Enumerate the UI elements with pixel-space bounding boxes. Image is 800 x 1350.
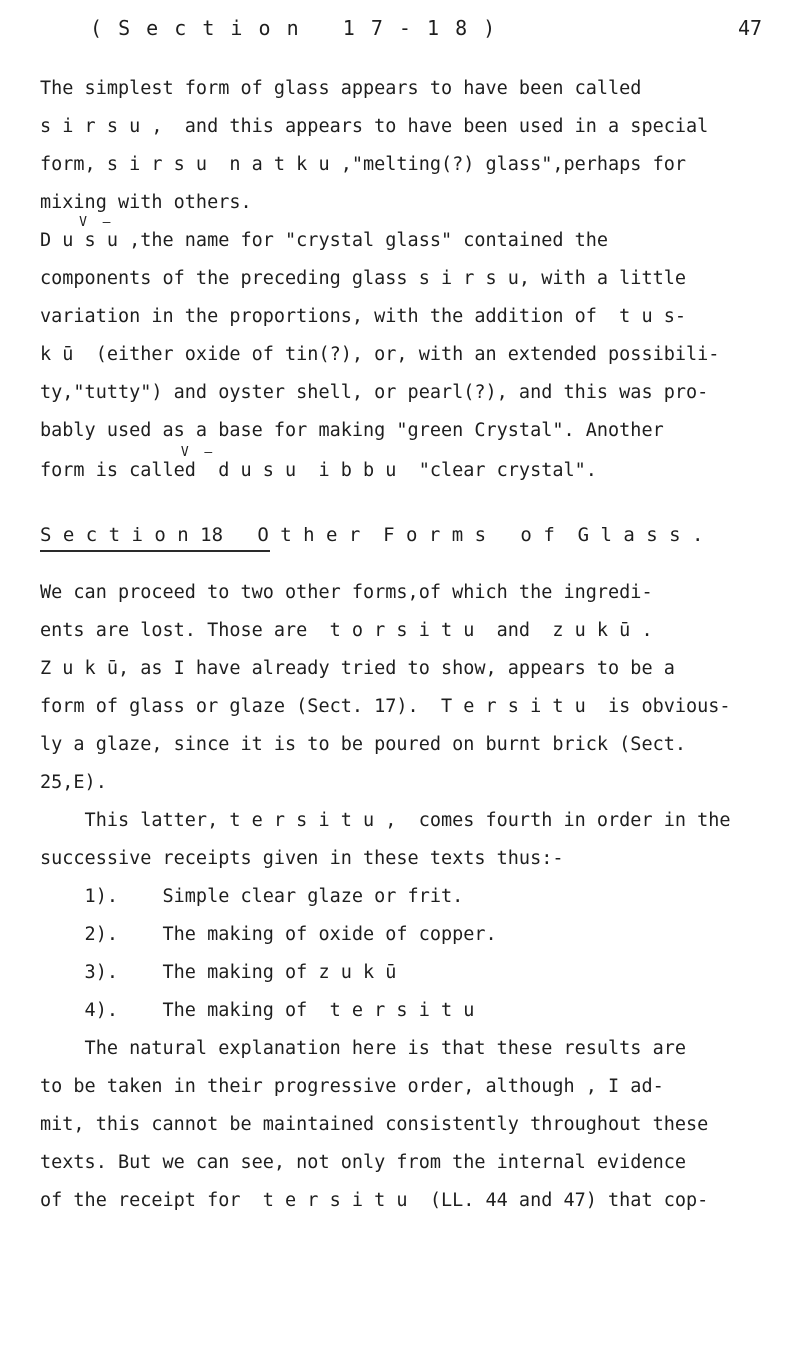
text-line: s i r s u , and this appears to have been used in a special (40, 116, 709, 137)
text-line: mixing with others. (40, 192, 252, 213)
text-line: mit, this cannot be maintained consistently throughout these (40, 1114, 709, 1135)
list-item: 3). The making of z u k ū (40, 962, 397, 983)
text-line: of the receipt for t e r s i t u (LL. 44 and 47) that cop- (40, 1190, 709, 1211)
page-number: 47 (738, 16, 763, 40)
diacritic-line: V — (40, 215, 111, 230)
text-line: The simplest form of glass appears to have been called (40, 78, 642, 99)
text-line: bably used as a base for making "green Crystal". Another (40, 420, 664, 441)
text-line: form is called d u s u i b b u "clear crystal". (40, 460, 597, 481)
text-line: texts. But we can see, not only from the internal evidence (40, 1152, 687, 1173)
section-heading: S e c t i o n 18 O t h e r F o r m s o f G l a s s . (40, 524, 704, 546)
text-line: form of glass or glaze (Sect. 17). T e r s i t u is obvious- (40, 696, 731, 717)
text-line: Z u k ū, as I have already tried to show, appears to be a (40, 658, 675, 679)
text-line: ty,"tutty") and oyster shell, or pearl(?), and this was pro- (40, 382, 709, 403)
page-header-title: ( S e c t i o n 1 7 - 1 8 ) (90, 16, 498, 40)
text-line: successive receipts given in these texts thus:- (40, 848, 564, 869)
text-line: 25,E). (40, 772, 107, 793)
heading-underline (40, 550, 270, 552)
page-header (0, 16, 800, 56)
list-item: 4). The making of t e r s i t u (40, 1000, 475, 1021)
text-line: D u s u ,the name for "crystal glass" contained the (40, 230, 609, 251)
text-line: components of the preceding glass s i r s u, with a little (40, 268, 687, 289)
list-item: 2). The making of oxide of copper. (40, 924, 497, 945)
text-line: The natural explanation here is that these results are (40, 1038, 687, 1059)
text-line: variation in the proportions, with the addition of t u s- (40, 306, 687, 327)
list-item: 1). Simple clear glaze or frit. (40, 886, 464, 907)
text-line: to be taken in their progressive order, although , I ad- (40, 1076, 664, 1097)
text-line: We can proceed to two other forms,of which the ingredi- (40, 582, 653, 603)
text-line: ents are lost. Those are t o r s i t u and z u k ū . (40, 620, 653, 641)
text-line: ly a glaze, since it is to be poured on burnt brick (Sect. (40, 734, 687, 755)
text-line: This latter, t e r s i t u , comes fourth in order in the (40, 810, 731, 831)
text-line: form, s i r s u n a t k u ,"melting(?) glass",perhaps for (40, 154, 687, 175)
text-line: k ū (either oxide of tin(?), or, with an extended possibili- (40, 344, 720, 365)
diacritic-line: V — (40, 445, 213, 460)
